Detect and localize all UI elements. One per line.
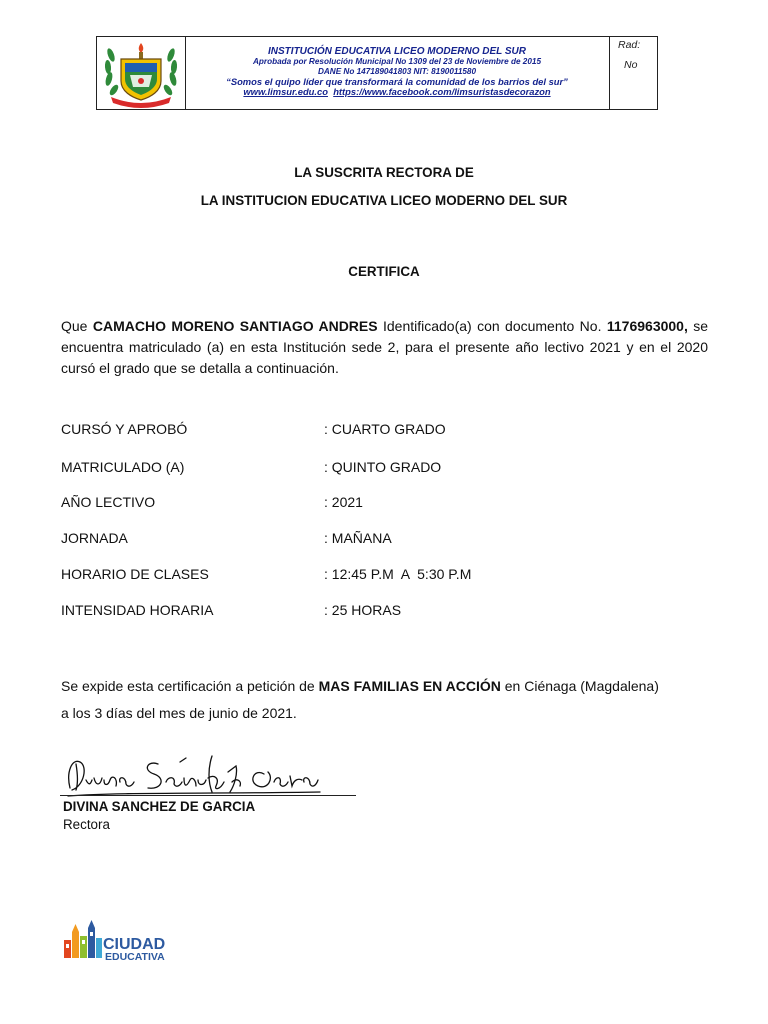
rad-label: Rad: [618, 39, 641, 51]
school-motto: “Somos el quipo líder que transformará la comunidad de los barrios del sur” [226, 76, 568, 87]
school-crest-icon [97, 37, 185, 109]
title-line-2: LA INSTITUCION EDUCATIVA LICEO MODERNO DEL SUR [200, 193, 568, 208]
detail-label: HORARIO DE CLASES [61, 566, 209, 582]
handwritten-signature [62, 752, 324, 804]
issued-prefix: Se expide esta certificación a petición de [61, 678, 315, 694]
signer-role: Rectora [63, 817, 110, 832]
website-link[interactable]: www.limsur.edu.co [243, 86, 328, 97]
signer-name: DIVINA SANCHEZ DE GARCIA [63, 799, 256, 814]
detail-label: AÑO LECTIVO [61, 494, 156, 510]
dane-nit: DANE No 147189041803 NIT: 8190011580 [317, 67, 477, 76]
signature-line [60, 795, 356, 796]
letterhead-text [186, 37, 608, 109]
logo-word-educativa: EDUCATIVA [105, 951, 165, 963]
ciudad-educativa-logo [64, 918, 204, 964]
detail-value: : MAÑANA [324, 530, 392, 546]
detail-label: JORNADA [61, 530, 128, 546]
facebook-link[interactable]: https://www.facebook.com/limsuristasdecorazon [333, 86, 551, 97]
detail-label: INTENSIDAD HORARIA [61, 602, 214, 618]
approval-resolution: Aprobada por Resolución Municipal No 1309 del 23 de Noviembre de 2015 [252, 57, 541, 66]
issued-paragraph [61, 673, 708, 727]
intro-que: Que [61, 318, 88, 334]
detail-value: : 12:45 P.M A 5:30 P.M [324, 566, 472, 582]
rad-cell [609, 37, 658, 109]
intro-rest: se encuentra matriculado (a) en esta Institución sede 2, para el presente año lectivo 2021 y en el 2020 cursó el grado que se detalla a continuación. [61, 318, 709, 376]
detail-value: : QUINTO GRADO [324, 459, 442, 475]
intro-paragraph [61, 316, 708, 379]
detail-value: : 2021 [324, 494, 363, 510]
detail-label: CURSÓ Y APROBÓ [61, 421, 188, 437]
title-line-1: LA SUSCRITA RECTORA DE [294, 165, 474, 180]
institution-name: INSTITUCIÓN EDUCATIVA LICEO MODERNO DEL SUR [268, 46, 526, 57]
intro-id-text: Identificado(a) con documento No. [382, 318, 602, 334]
logo-word-ciudad: CIUDAD [103, 936, 166, 953]
detail-value: : 25 HORAS [324, 602, 402, 618]
rad-value: No [624, 59, 638, 71]
document-number: 1176963000, [606, 318, 688, 334]
issued-suffix: en Ciénaga (Magdalena) [504, 678, 659, 694]
detail-value: : CUARTO GRADO [324, 421, 446, 437]
letterhead [96, 36, 658, 110]
detail-label: MATRICULADO (A) [61, 459, 185, 475]
issued-date: a los 3 días del mes de junio de 2021. [61, 705, 297, 721]
certifies-heading: CERTIFICA [348, 264, 420, 279]
student-name: CAMACHO MORENO SANTIAGO ANDRES [92, 318, 378, 334]
crest-cell [97, 37, 186, 109]
web-links [186, 87, 608, 97]
requester-name: MAS FAMILIAS EN ACCIÓN [318, 678, 501, 694]
